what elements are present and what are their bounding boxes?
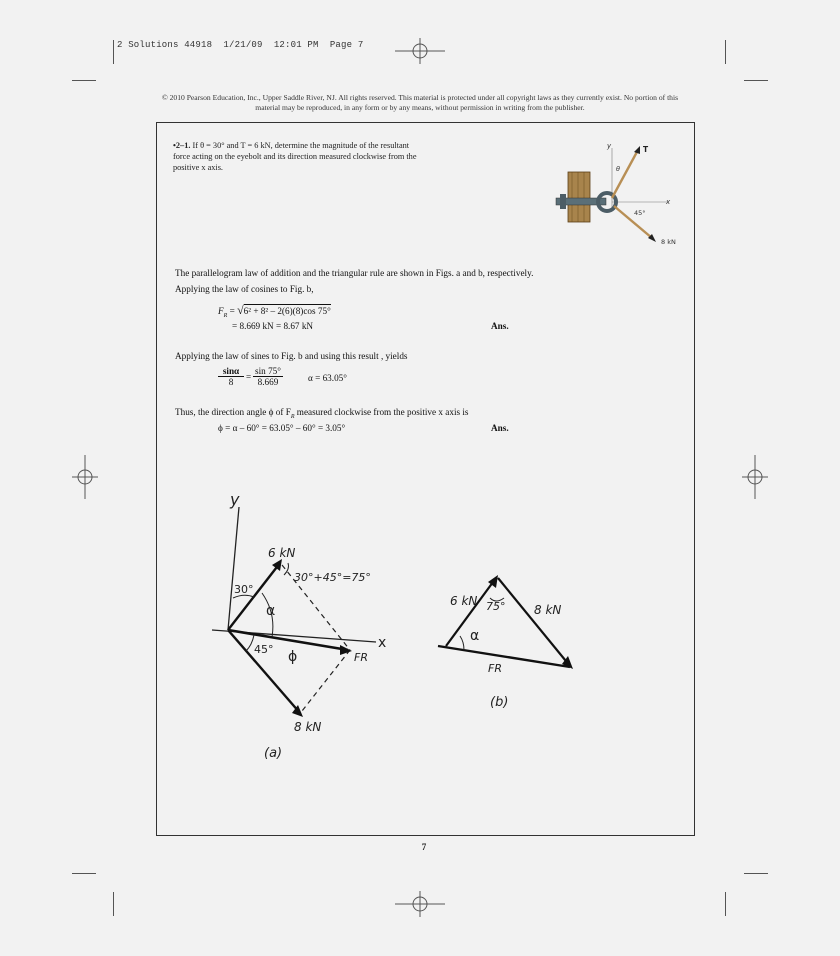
angle-45-label: 45° xyxy=(634,209,646,217)
sketch-b-fr-label: FR xyxy=(488,662,502,675)
sketch-b-8kn-label: 8 kN xyxy=(534,603,562,617)
registration-mark-left xyxy=(72,455,98,499)
sketch-a-parallelogram xyxy=(190,485,410,770)
dashed-parallel-bottom xyxy=(302,650,350,711)
arc-45 xyxy=(246,635,254,651)
fr-subscript: R xyxy=(223,312,228,319)
sine-fraction-right xyxy=(253,366,283,387)
sketch-b-caption: (b) xyxy=(490,695,509,710)
sketch-a-y-label: y xyxy=(230,490,240,509)
x-axis-label: x xyxy=(666,198,671,206)
fr-result: = 8.669 kN = 8.67 kN xyxy=(232,321,314,331)
law-of-sines-text: Applying the law of sines to Fig. b and using this result , yields xyxy=(175,351,408,361)
law-of-cosines-text: Applying the law of cosines to Fig. b, xyxy=(175,284,314,294)
wooden-post xyxy=(568,172,590,222)
sketch-a-y-axis xyxy=(228,507,239,630)
registration-mark-top xyxy=(395,38,445,64)
arrow-fr xyxy=(340,645,352,655)
nut xyxy=(560,194,566,209)
registration-mark-right xyxy=(742,455,768,499)
crop-mark xyxy=(72,873,96,874)
vector-fr xyxy=(228,630,348,650)
sketch-a-6kn-label: 6 kN xyxy=(268,546,296,560)
sketch-b-75-label: 75° xyxy=(486,600,506,613)
theta-label: θ xyxy=(616,165,620,173)
sine-denominator-left: 8 xyxy=(228,377,234,387)
cable-T xyxy=(612,150,638,198)
sketch-b-alpha: α xyxy=(470,628,480,644)
sine-fraction-left xyxy=(218,366,244,387)
sketch-a-phi: ϕ xyxy=(288,649,298,665)
sketch-a-angle-sum: 30°+45°=75° xyxy=(294,571,371,584)
direction-angle-text xyxy=(175,407,469,420)
sketch-a-45-label: 45° xyxy=(254,643,274,656)
page-number: 7 xyxy=(421,842,427,852)
problem-statement xyxy=(173,140,423,173)
crop-mark xyxy=(725,40,726,64)
arrowhead-T xyxy=(634,146,640,154)
solution-intro: The parallelogram law of addition and the triangular rule are shown in Figs. a and b, respectively. xyxy=(175,268,534,278)
direction-subscript: R xyxy=(290,413,295,420)
fr-radicand: 6² + 8² – 2(6)(8)cos 75° xyxy=(243,306,331,316)
fr-equation xyxy=(218,303,331,319)
problem-text: If θ = 30° and T = 6 kN, determine the magnitude of the resultant force acting on the eyebolt and its direction measured clockwise from the positive x axis. xyxy=(173,141,417,172)
crop-mark xyxy=(744,873,768,874)
eyebolt-figure xyxy=(550,138,690,250)
copyright-notice: © 2010 Pearson Education, Inc., Upper Saddle River, NJ. All rights reserved. This material is protected under all copyright laws as they currently exist. No portion of this material may be reproduced, in any form or by any means, without permission in writing from the publisher. xyxy=(161,93,679,112)
sine-equals: = xyxy=(246,372,252,382)
answer-label-2: Ans. xyxy=(491,423,509,433)
crop-mark xyxy=(113,892,114,916)
cable-8kN xyxy=(614,206,652,238)
print-slug: 2 Solutions 44918 1/21/09 12:01 PM Page 7 xyxy=(117,40,364,50)
direction-text: Thus, the direction angle ϕ of F xyxy=(175,407,291,417)
sketch-b-6kn-label: 6 kN xyxy=(450,594,478,608)
sketch-a-x-label: x xyxy=(378,635,387,651)
y-axis-label: y xyxy=(607,142,612,150)
sine-numerator-right: sin 75° xyxy=(253,366,283,377)
sqrt-sign: √ xyxy=(237,303,244,317)
phi-result: ϕ = α – 60° = 63.05° – 60° = 3.05° xyxy=(218,423,346,433)
problem-number: •2–1. xyxy=(173,141,191,150)
crop-mark xyxy=(72,80,96,81)
alpha-result: α = 63.05° xyxy=(308,373,347,383)
triangle-side-fr xyxy=(438,646,570,667)
arrow-6kn xyxy=(272,559,282,571)
sketch-b-triangle xyxy=(430,570,590,715)
answer-label-1: Ans. xyxy=(491,321,509,331)
crop-mark xyxy=(744,80,768,81)
direction-tail: measured clockwise from the positive x axis is xyxy=(294,407,469,417)
sketch-a-30-label: 30° xyxy=(234,583,254,596)
sine-numerator-left: sinα xyxy=(218,366,244,377)
sketch-a-caption: (a) xyxy=(264,746,283,761)
T-label: T xyxy=(643,145,649,154)
triangle-side-8kn xyxy=(498,578,570,666)
sketch-a-8kn-label: 8 kN xyxy=(294,720,322,734)
crop-mark xyxy=(725,892,726,916)
fr-symbol: F xyxy=(218,306,224,316)
sketch-a-alpha: α xyxy=(266,603,276,619)
sine-denominator-right: 8.669 xyxy=(257,377,279,387)
arc-alpha-b xyxy=(460,636,464,650)
registration-mark-bottom xyxy=(395,891,445,917)
sketch-a-fr-label: FR xyxy=(354,651,368,664)
crop-mark xyxy=(113,40,114,64)
force-8kN-label: 8 kN xyxy=(661,238,676,246)
fr-equals: = xyxy=(227,306,238,316)
